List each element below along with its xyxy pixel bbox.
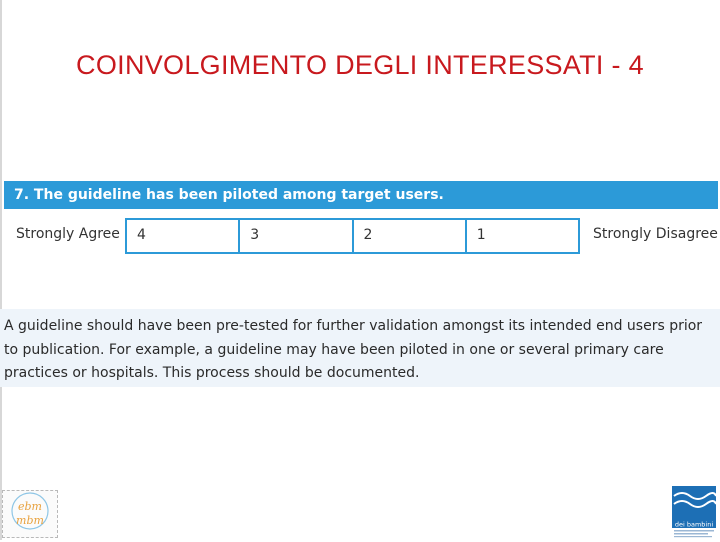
- ospedali-dei-bambini-logo-icon: [670, 484, 718, 538]
- left-edge-rule: [0, 0, 2, 540]
- svg-text:ebm: ebm: [18, 500, 42, 513]
- rating-option-4[interactable]: 4: [127, 220, 240, 252]
- question-header: 7. The guideline has been piloted among target users.: [4, 181, 718, 209]
- description-text: A guideline should have been pre-tested for further validation amongst its intended end users prior to publication. For example, a guideline may have been piloted in one or several primary care practices or hospitals. This process should be documented.: [0, 309, 720, 387]
- strongly-agree-label: Strongly Agree: [16, 226, 120, 242]
- svg-text:dei bambini: dei bambini: [674, 520, 714, 529]
- rating-option-1[interactable]: 1: [476, 227, 486, 243]
- rating-scale: [4, 215, 718, 255]
- rating-option-2[interactable]: 2: [354, 220, 467, 252]
- slide-title: COINVOLGIMENTO DEGLI INTERESSATI - 4: [76, 50, 644, 80]
- rating-scale-boxes: [125, 218, 580, 254]
- strongly-disagree-label: Strongly Disagree: [593, 226, 718, 242]
- rating-option-3[interactable]: 3: [240, 220, 353, 252]
- svg-text:mbm: mbm: [16, 514, 44, 527]
- ebm-mbm-logo-icon: [2, 490, 58, 538]
